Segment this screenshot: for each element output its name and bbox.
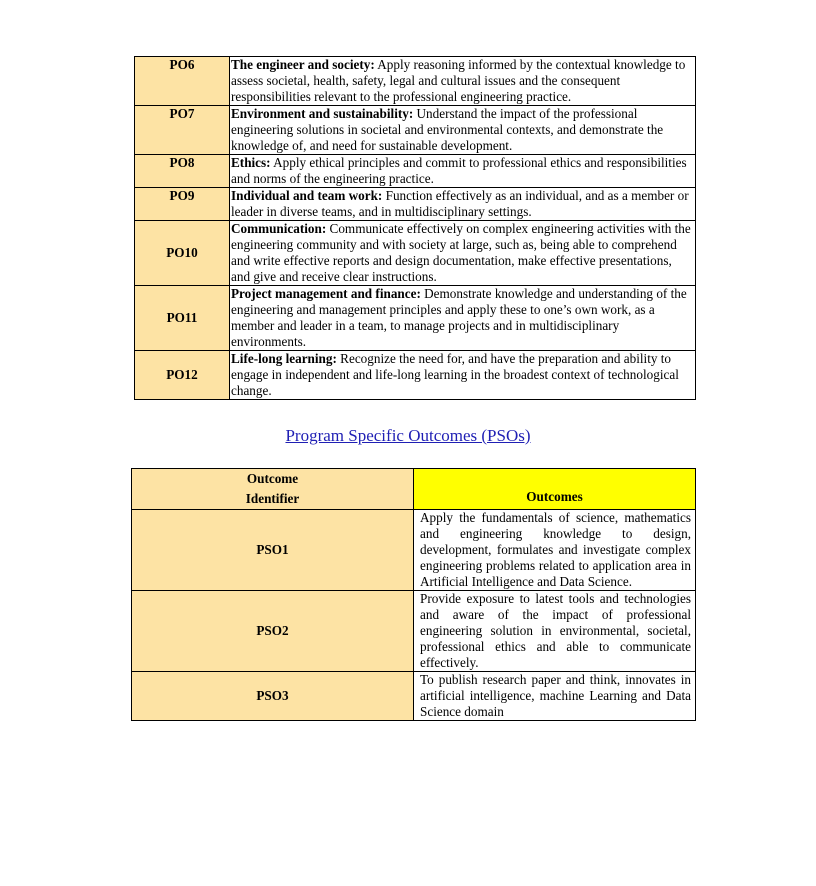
po-description	[230, 57, 696, 106]
po-id: PO8	[135, 155, 230, 188]
po-description	[230, 221, 696, 286]
table-row	[132, 672, 696, 721]
header-line: Identifier	[245, 491, 300, 506]
po-id: PO9	[135, 188, 230, 221]
table-row	[135, 155, 696, 188]
po-text: Apply ethical principles and commit to professional ethics and responsibilities and norms of the engineering practice.	[231, 155, 687, 186]
header-line: Outcome	[246, 471, 299, 486]
table-row	[132, 591, 696, 672]
po-text: Function effectively as an individual, and as a member or leader in diverse teams, and in multidisciplinary settings.	[231, 188, 689, 219]
po-id: PO10	[135, 221, 230, 286]
outcomes-header: Outcomes	[414, 469, 696, 510]
po-description	[230, 155, 696, 188]
po-text: Recognize the need for, and have the preparation and ability to engage in independent and life-long learning in the broadest context of technological change.	[231, 351, 679, 398]
po-title: The engineer and society:	[231, 57, 375, 72]
table-row	[135, 286, 696, 351]
program-outcomes-table	[134, 56, 696, 400]
table-row	[135, 57, 696, 106]
table-row	[135, 351, 696, 400]
table-row	[135, 106, 696, 155]
pso-description: Provide exposure to latest tools and technologies and aware of the impact of professional engineering solution in environmental, societal, professional ethics and able to communicate effectively.	[414, 591, 696, 672]
po-title: Life-long learning:	[231, 351, 337, 366]
po-text: Apply reasoning informed by the contextual knowledge to assess societal, health, safety, legal and cultural issues and the consequent responsibilities relevant to the professional engineering practice.	[231, 57, 686, 104]
po-title: Ethics:	[231, 155, 271, 170]
pso-id: PSO1	[132, 510, 414, 591]
table-row	[135, 188, 696, 221]
po-text: Communicate effectively on complex engineering activities with the engineering community and with society at large, such as, being able to comprehend and write effective reports and design documentation, make effective presentations, and give and receive clear instructions.	[231, 221, 691, 284]
pso-description: To publish research paper and think, innovates in artificial intelligence, machine Learning and Data Science domain	[414, 672, 696, 721]
po-description	[230, 351, 696, 400]
table-header-row	[132, 469, 696, 510]
pso-section-heading[interactable]: Program Specific Outcomes (PSOs)	[285, 426, 531, 445]
outcome-identifier-header	[132, 469, 414, 510]
po-title: Individual and team work:	[231, 188, 383, 203]
po-text: Understand the impact of the professional engineering solutions in societal and environmental contexts, and demonstrate the knowledge of, and need for sustainable development.	[231, 106, 664, 153]
po-description	[230, 106, 696, 155]
table-row	[132, 510, 696, 591]
po-title: Environment and sustainability:	[231, 106, 414, 121]
po-description	[230, 286, 696, 351]
program-specific-outcomes-table	[131, 468, 696, 721]
po-text: Demonstrate knowledge and understanding of the engineering and management principles and apply these to one’s own work, as a member and leader in a team, to manage projects and in multidisciplinary environments.	[231, 286, 687, 349]
po-title: Project management and finance:	[231, 286, 421, 301]
pso-id: PSO3	[132, 672, 414, 721]
table-row	[135, 221, 696, 286]
po-id: PO7	[135, 106, 230, 155]
pso-description: Apply the fundamentals of science, mathematics and engineering knowledge to design, development, formulates and investigate complex engineering problems related to application area in Artificial Intelligence and Data Science.	[414, 510, 696, 591]
po-id: PO6	[135, 57, 230, 106]
po-id: PO11	[135, 286, 230, 351]
po-id: PO12	[135, 351, 230, 400]
po-description	[230, 188, 696, 221]
po-title: Communication:	[231, 221, 327, 236]
pso-id: PSO2	[132, 591, 414, 672]
